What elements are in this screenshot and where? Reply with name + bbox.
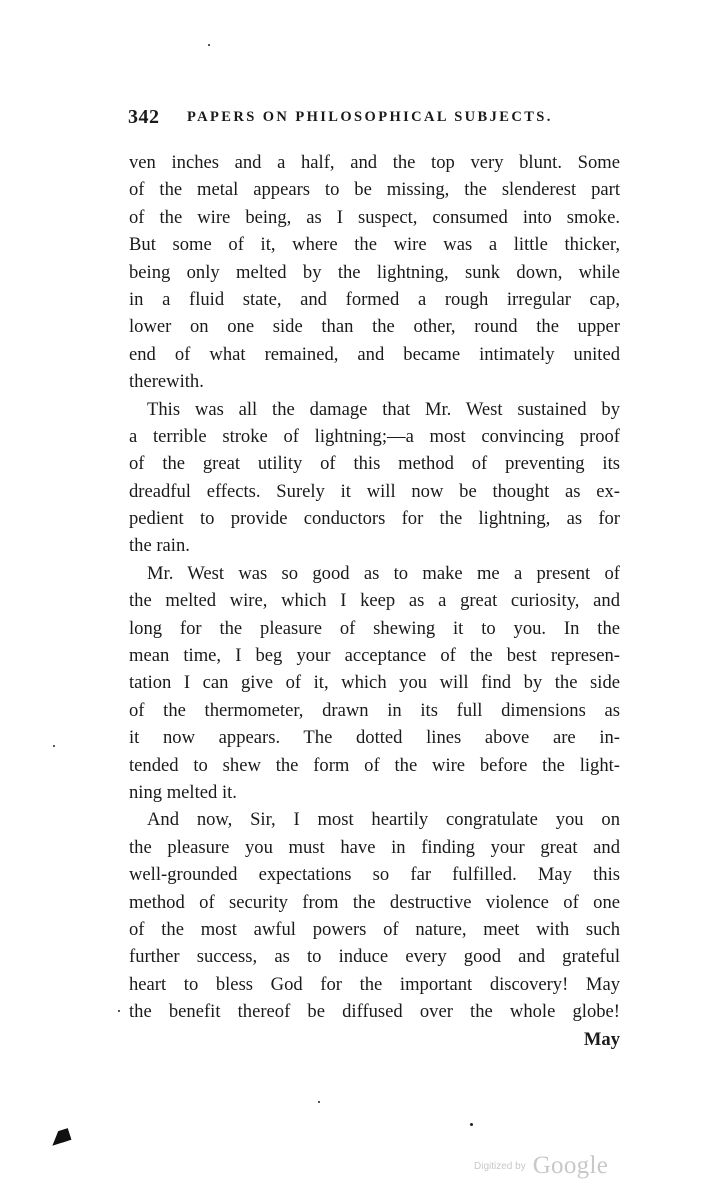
text-line: of the wire being, as I suspect, consumed into smoke.	[129, 206, 620, 228]
ink-speck	[118, 1010, 120, 1012]
text-line: heart to bless God for the important discovery! May	[129, 973, 620, 995]
digitized-watermark	[474, 1152, 608, 1180]
text-line: it now appears. The dotted lines above are in-	[129, 727, 620, 749]
text-line: long for the pleasure of shewing it to you. In the	[129, 617, 620, 639]
text-line: of the most awful powers of nature, meet with such	[129, 918, 620, 940]
corner-ink-mark	[49, 1128, 72, 1146]
watermark-prefix: Digitized by	[474, 1160, 526, 1172]
text-line: the pleasure you must have in finding your great and	[129, 836, 620, 858]
text-line: of the metal appears to be missing, the slenderest part	[129, 179, 620, 201]
text-line: method of security from the destructive violence of one	[129, 891, 620, 913]
ink-speck	[208, 44, 210, 46]
text-line: of the great utility of this method of preventing its	[129, 453, 620, 475]
running-title: PAPERS ON PHILOSOPHICAL SUBJECTS.	[187, 109, 553, 125]
text-line: mean time, I beg your acceptance of the best represen-	[129, 645, 620, 667]
text-line: being only melted by the lightning, sunk down, while	[129, 261, 620, 283]
paragraph-start-line: This was all the damage that Mr. West sustained by	[147, 398, 620, 420]
text-line: further success, as to induce every good and grateful	[129, 946, 620, 968]
text-line: ning melted it.	[129, 781, 237, 803]
text-line: dreadful effects. Surely it will now be thought as ex-	[129, 480, 620, 502]
ink-speck	[53, 745, 55, 747]
text-line: the benefit thereof be diffused over the whole globe!	[129, 1001, 620, 1023]
text-line: a terrible stroke of lightning;—a most convincing proof	[129, 425, 620, 447]
text-line: therewith.	[129, 371, 204, 393]
text-line: in a fluid state, and formed a rough irregular cap,	[129, 288, 620, 310]
text-line: the melted wire, which I keep as a great curiosity, and	[129, 590, 620, 612]
body-text	[129, 149, 620, 1053]
text-line: end of what remained, and became intimately united	[129, 343, 620, 365]
ink-speck	[470, 1123, 473, 1126]
paragraph-start-line: And now, Sir, I most heartily congratulate you on	[147, 809, 620, 831]
paragraph-start-line: Mr. West was so good as to make me a present of	[147, 562, 620, 584]
page-number: 342	[128, 106, 160, 128]
text-line: tation I can give of it, which you will find by the side	[129, 672, 620, 694]
text-line: of the thermometer, drawn in its full dimensions as	[129, 699, 620, 721]
text-line: ven inches and a half, and the top very blunt. Some	[129, 152, 620, 173]
text-line: But some of it, where the wire was a little thicker,	[129, 234, 620, 256]
ink-speck	[318, 1101, 320, 1103]
text-line: pedient to provide conductors for the lightning, as for	[129, 508, 620, 530]
text-line: well-grounded expectations so far fulfilled. May this	[129, 864, 620, 886]
text-line: lower on one side than the other, round the upper	[129, 316, 620, 338]
watermark-brand-logo: Google	[532, 1152, 609, 1179]
text-line: tended to shew the form of the wire before the light-	[129, 754, 620, 776]
text-line: the rain.	[129, 535, 190, 557]
page-header	[126, 106, 622, 130]
catchword: May	[583, 1028, 620, 1050]
